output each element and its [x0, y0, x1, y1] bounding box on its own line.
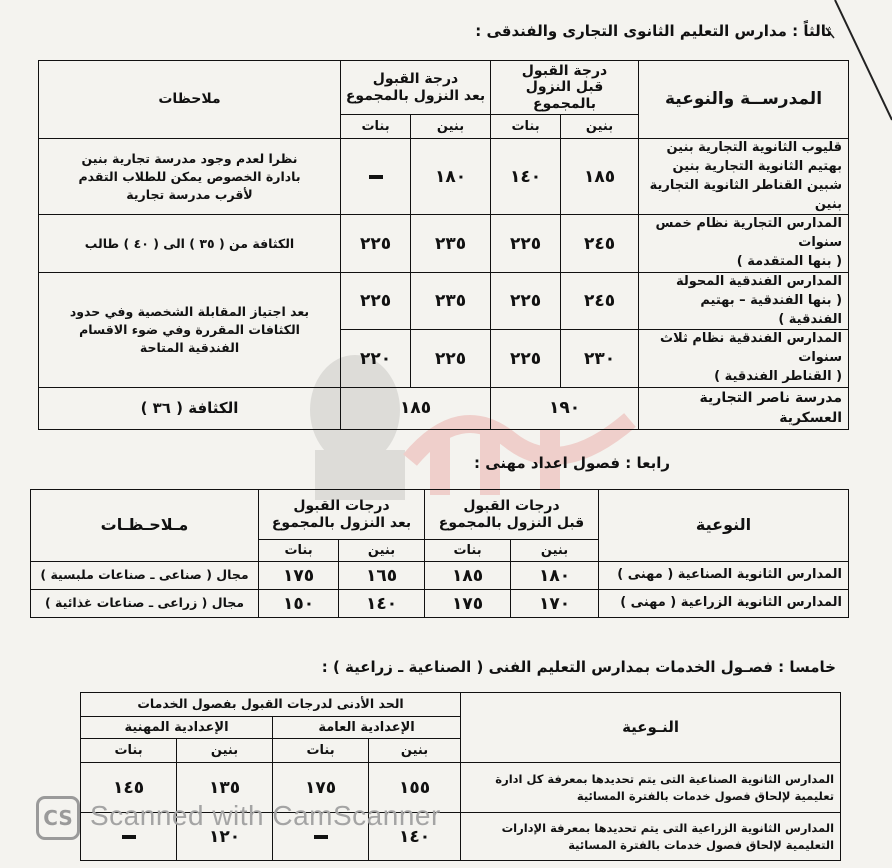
score-girls-after: ١٧٥	[259, 562, 339, 590]
dash-mark	[122, 835, 136, 839]
header-after-drop: درجات القبول بعد النزول بالمجموع	[259, 490, 425, 540]
header-before-drop: درجة القبول قبل النزول بالمجموع	[491, 61, 639, 115]
score-girls-after: ٢٢٥	[341, 215, 411, 273]
score-girls-before: ٢٢٥	[491, 330, 561, 388]
services-classes-table	[80, 692, 841, 861]
header-notes: مـلاحـظـات	[31, 490, 259, 562]
table-row	[39, 215, 849, 273]
dash-mark	[314, 835, 328, 839]
score-boys-after: ١٤٠	[339, 590, 425, 618]
score-boys-before: ٢٣٠	[561, 330, 639, 388]
note: نظرا لعدم وجود مدرسة تجارية بنين بادارة الخصوص يمكن للطلاب التقدم لأقرب مدرسة تجارية	[39, 139, 341, 215]
header-boys: بنين	[511, 540, 599, 562]
score-girls-after: ٢٢٠	[341, 330, 411, 388]
header-before-drop: درجات القبول قبل النزول بالمجموع	[425, 490, 599, 540]
section-4-title: رابعا : فصول اعداد مهنى :	[473, 454, 670, 472]
header-girls: بنات	[81, 739, 177, 763]
header-boys: بنين	[369, 739, 461, 763]
score-vocational-boys: ١٢٠	[177, 813, 273, 861]
school-type: المدارس الثانوية الصناعية ( مهنى )	[599, 562, 849, 590]
vocational-prep-table	[30, 489, 849, 618]
table-row	[39, 387, 849, 429]
score-general-boys: ١٥٥	[369, 763, 461, 813]
table-row	[39, 139, 849, 215]
header-boys: بنين	[411, 115, 491, 139]
header-girls: بنات	[491, 115, 561, 139]
score-boys-before: ٢٤٥	[561, 215, 639, 273]
score-boys-after: ٢٣٥	[411, 272, 491, 330]
header-notes: ملاحظات	[39, 61, 341, 139]
dash-mark	[369, 175, 383, 179]
score-boys-before: ١٨٥	[561, 139, 639, 215]
table-row	[39, 272, 849, 330]
camscanner-logo: CS	[36, 796, 80, 840]
school-name: المدارس الفندقية المحولة ( بنها الفندقية – بهتيم الفندقية )	[639, 272, 849, 330]
score-boys-after: ١٨٠	[411, 139, 491, 215]
header-after-drop: درجة القبول بعد النزول بالمجموع	[341, 61, 491, 115]
header-type: النـوعية	[461, 693, 841, 763]
score-before: ١٩٠	[491, 387, 639, 429]
header-girls: بنات	[425, 540, 511, 562]
score-vocational-girls: ١٤٥	[81, 763, 177, 813]
score-boys-before: ٢٤٥	[561, 272, 639, 330]
score-girls-before: ١٧٥	[425, 590, 511, 618]
section-5-title: خامسا : فصـول الخدمات بمدارس التعليم الفنى ( الصناعية ـ زراعية ) :	[321, 658, 836, 676]
school-type: المدارس الثانوية الزراعية ( مهنى )	[599, 590, 849, 618]
header-type: النوعية	[599, 490, 849, 562]
header-general-prep: الإعدادية العامة	[273, 717, 461, 739]
school-name: المدارس التجارية نظام خمس سنوات ( بنها المتقدمة )	[639, 215, 849, 273]
score-vocational-boys: ١٣٥	[177, 763, 273, 813]
score-girls-after: ١٥٠	[259, 590, 339, 618]
section-3-title: ثالثاً : مدارس التعليم الثانوى التجارى والفندقى :	[475, 22, 832, 40]
score-general-boys: ١٤٠	[369, 813, 461, 861]
note: مجال ( زراعى ـ صناعات غذائية )	[31, 590, 259, 618]
score-boys-after: ٢٢٥	[411, 330, 491, 388]
commercial-hotel-table	[38, 60, 849, 430]
note: الكثافة من ( ٣٥ ) الى ( ٤٠ ) طالب	[39, 215, 341, 273]
camscanner-text: Scanned with CamScanner	[90, 800, 441, 831]
school-type: المدارس الثانوية الصناعية التى يتم تحديدها بمعرفة كل ادارة تعليمية لإلحاق فصول خدمات بالفترة المسائية	[461, 763, 841, 813]
score-after: ١٨٥	[341, 387, 491, 429]
score-girls-before: ١٨٥	[425, 562, 511, 590]
header-boys: بنين	[339, 540, 425, 562]
note: مجال ( صناعى ـ صناعات ملبسية )	[31, 562, 259, 590]
school-name: المدارس الفندقية نظام ثلاث سنوات ( القناطر الفندقية )	[639, 330, 849, 388]
score-girls-before: ١٤٠	[491, 139, 561, 215]
header-min-score: الحد الأدنى لدرجات القبول بفصول الخدمات	[81, 693, 461, 717]
note: بعد اجتياز المقابلة الشخصية وفي حدود الكثافات المقررة وفي ضوء الاقسام الفندقية المتاحة	[39, 272, 341, 387]
school-name: مدرسة ناصر التجارية العسكرية	[639, 387, 849, 429]
note: الكثافة ( ٣٦ )	[39, 387, 341, 429]
header-vocational-prep: الإعدادية المهنية	[81, 717, 273, 739]
school-type: المدارس الثانوية الزراعية التى يتم تحديدها بمعرفة الإدارات التعليمية لإلحاق فصول خدمات بالفترة المسائية	[461, 813, 841, 861]
score-boys-before: ١٧٠	[511, 590, 599, 618]
header-boys: بنين	[177, 739, 273, 763]
table-row	[31, 590, 849, 618]
score-girls-after: ٢٢٥	[341, 272, 411, 330]
header-school-type: المدرســة والنوعية	[639, 61, 849, 139]
score-boys-after: ٢٣٥	[411, 215, 491, 273]
header-girls: بنات	[259, 540, 339, 562]
school-name: قليوب الثانوية التجارية بنين بهتيم الثانوية التجارية بنين شبين القناطر الثانوية التجارية بنين	[639, 139, 849, 215]
header-girls: بنات	[273, 739, 369, 763]
score-girls-after-dash	[341, 139, 411, 215]
score-general-girls: ١٧٥	[273, 763, 369, 813]
score-boys-before: ١٨٠	[511, 562, 599, 590]
score-girls-before: ٢٢٥	[491, 272, 561, 330]
score-girls-before: ٢٢٥	[491, 215, 561, 273]
score-boys-after: ١٦٥	[339, 562, 425, 590]
header-boys: بنين	[561, 115, 639, 139]
header-girls: بنات	[341, 115, 411, 139]
table-row	[31, 562, 849, 590]
